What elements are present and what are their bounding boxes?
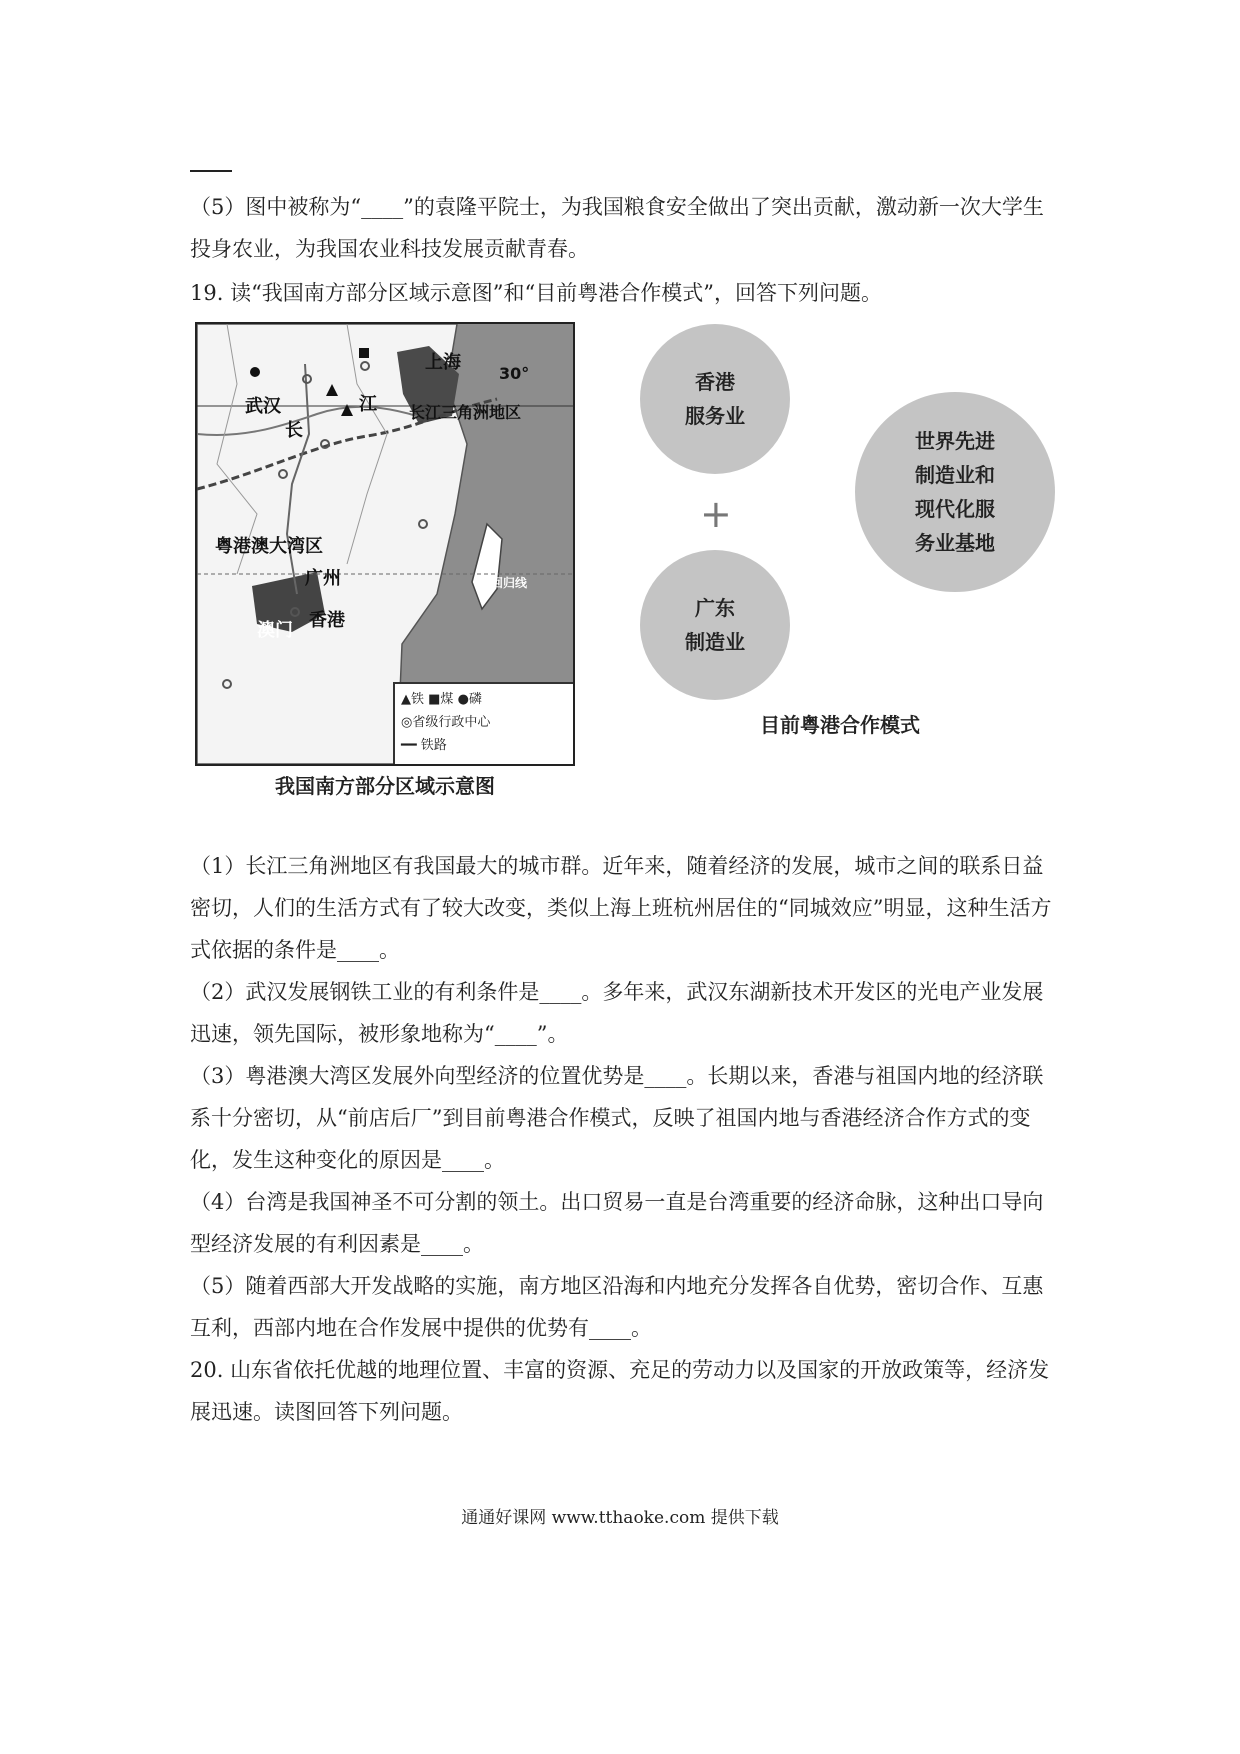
q19-part2: （2）武汉发展钢铁工业的有利条件是____。多年来，武汉东湖新技术开发区的光电产业发展迅速，领先国际，被形象地称为“____”。 <box>190 980 1044 1046</box>
label-delta: 长江三角洲地区 <box>409 403 522 422</box>
map-caption: 我国南方部分区域示意图 <box>275 774 495 798</box>
label-lat-30: 30° <box>499 364 530 383</box>
q19-part3: （3）粤港澳大湾区发展外向型经济的位置优势是____。长期以来，香港与祖国内地的经济联系十分密切，从“前店后厂”到目前粤港合作模式，反映了祖国内地与香港经济合作方式的变化，发生这种变化的原因是____。 <box>190 1064 1044 1172</box>
south-china-map <box>195 322 575 766</box>
hk-service-circle: 香港 服务业 <box>640 324 790 474</box>
label-tropic: 北回归线 <box>479 576 528 590</box>
q19-stem: 19. 读“我国南方部分区域示意图”和“目前粤港合作模式”，回答下列问题。 <box>190 281 883 305</box>
q18-part5: （5）图中被称为“____”的袁隆平院士，为我国粮食安全做出了突出贡献，激动新一次大学生投身农业，为我国农业科技发展贡献青春。 <box>190 195 1044 261</box>
cooperation-model-diagram <box>610 322 1075 752</box>
model-caption: 目前粤港合作模式 <box>760 713 920 737</box>
label-guangzhou: 广州 <box>305 568 341 589</box>
label-wuhan: 武汉 <box>245 396 281 417</box>
label-jiang: 江 <box>359 394 377 415</box>
legend-railway: ━━ 铁路 <box>401 738 447 753</box>
q19-figures <box>195 322 1075 797</box>
map-legend <box>393 682 573 764</box>
answer-blank-line <box>190 170 232 172</box>
gd-manufacturing-circle: 广东 制造业 <box>640 550 790 700</box>
page-footer: 通通好课网 www.tthaoke.com 提供下载 <box>461 1508 779 1528</box>
label-chang: 长 <box>285 420 303 441</box>
q19-part4: （4）台湾是我国神圣不可分割的领土。出口贸易一直是台湾重要的经济命脉，这种出口导向型经济发展的有利因素是____。 <box>190 1190 1044 1256</box>
label-gba: 粤港澳大湾区 <box>215 536 323 557</box>
legend-coal: ■煤 <box>428 692 454 707</box>
label-shanghai: 上海 <box>425 352 461 373</box>
plus-sign: + <box>700 492 732 536</box>
q19-part5: （5）随着西部大开发战略的实施，南方地区沿海和内地充分发挥各自优势，密切合作、互惠互利，西部内地在合作发展中提供的优势有____。 <box>190 1274 1044 1340</box>
legend-capital: ◎省级行政中心 <box>401 715 491 730</box>
label-hongkong: 香港 <box>309 610 345 631</box>
q20-stem: 20. 山东省依托优越的地理位置、丰富的资源、充足的劳动力以及国家的开放政策等，经济发展迅速。读图回答下列问题。 <box>190 1358 1050 1424</box>
legend-phosphorus: ●磷 <box>457 692 482 707</box>
q19-part1: （1）长江三角洲地区有我国最大的城市群。近年来，随着经济的发展，城市之间的联系日益密切，人们的生活方式有了较大改变，类似上海上班杭州居住的“同城效应”明显，这种生活方式依据的条件是____。 <box>190 854 1052 962</box>
label-macao: 澳门 <box>257 620 293 641</box>
world-base-circle: 世界先进 制造业和 现代化服 务业基地 <box>855 392 1055 592</box>
legend-iron: ▲铁 <box>401 692 424 707</box>
